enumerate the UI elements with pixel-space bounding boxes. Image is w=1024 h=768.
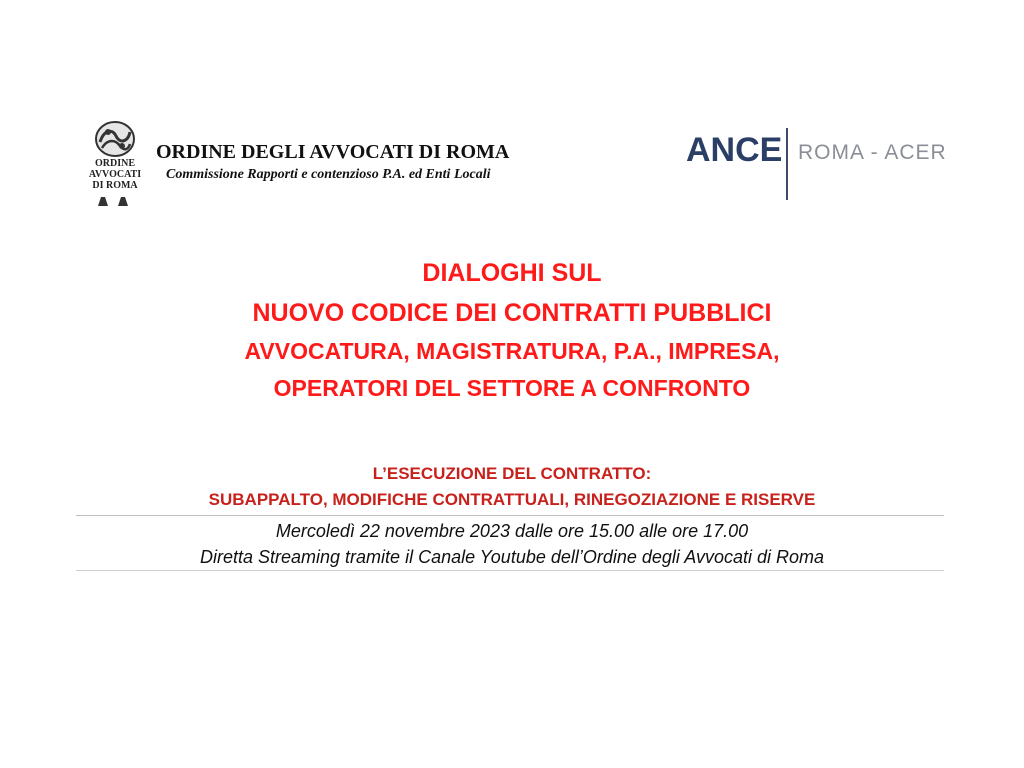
session-title <box>0 461 1024 513</box>
ordine-title: ORDINE DEGLI AVVOCATI DI ROMA <box>156 141 510 163</box>
ordine-logo-line-3: DI ROMA <box>92 180 138 191</box>
ordine-logo-line-2: AVVOCATI <box>88 169 142 180</box>
event-title-line-4: OPERATORI DEL SETTORE A CONFRONTO <box>273 375 751 401</box>
event-title-line-1: DIALOGHI SUL <box>422 259 602 287</box>
divider-top <box>76 515 944 516</box>
ordine-logo-base-icon <box>96 196 132 206</box>
ordine-emblem-icon <box>94 120 136 158</box>
ordine-logo-text <box>82 158 148 191</box>
ordine-logo-line-1: ORDINE <box>94 158 135 169</box>
event-details <box>0 518 1024 570</box>
event-title-line-2: NUOVO CODICE DEI CONTRATTI PUBBLICI <box>252 299 772 327</box>
event-streaming-info: Diretta Streaming tramite il Canale Youtube dell’Ordine degli Avvocati di Roma <box>200 547 824 567</box>
divider-bottom <box>76 570 944 571</box>
event-date-time: Mercoledì 22 novembre 2023 dalle ore 15.00 alle ore 17.00 <box>275 521 749 541</box>
session-title-line-2: SUBAPPALTO, MODIFICHE CONTRATTUALI, RINEGOZIAZIONE E RISERVE <box>208 490 816 509</box>
ance-logo-brand: ANCE <box>686 131 783 169</box>
event-title <box>0 253 1024 407</box>
session-title-line-1: L’ESECUZIONE DEL CONTRATTO: <box>372 464 652 483</box>
event-title-line-3: AVVOCATURA, MAGISTRATURA, P.A., IMPRESA, <box>244 338 780 364</box>
ance-logo-divider <box>786 128 788 200</box>
ordine-subtitle: Commissione Rapporti e contenzioso P.A. ed Enti Locali <box>166 167 491 182</box>
ance-logo-subtitle: ROMA - ACER <box>798 141 947 164</box>
